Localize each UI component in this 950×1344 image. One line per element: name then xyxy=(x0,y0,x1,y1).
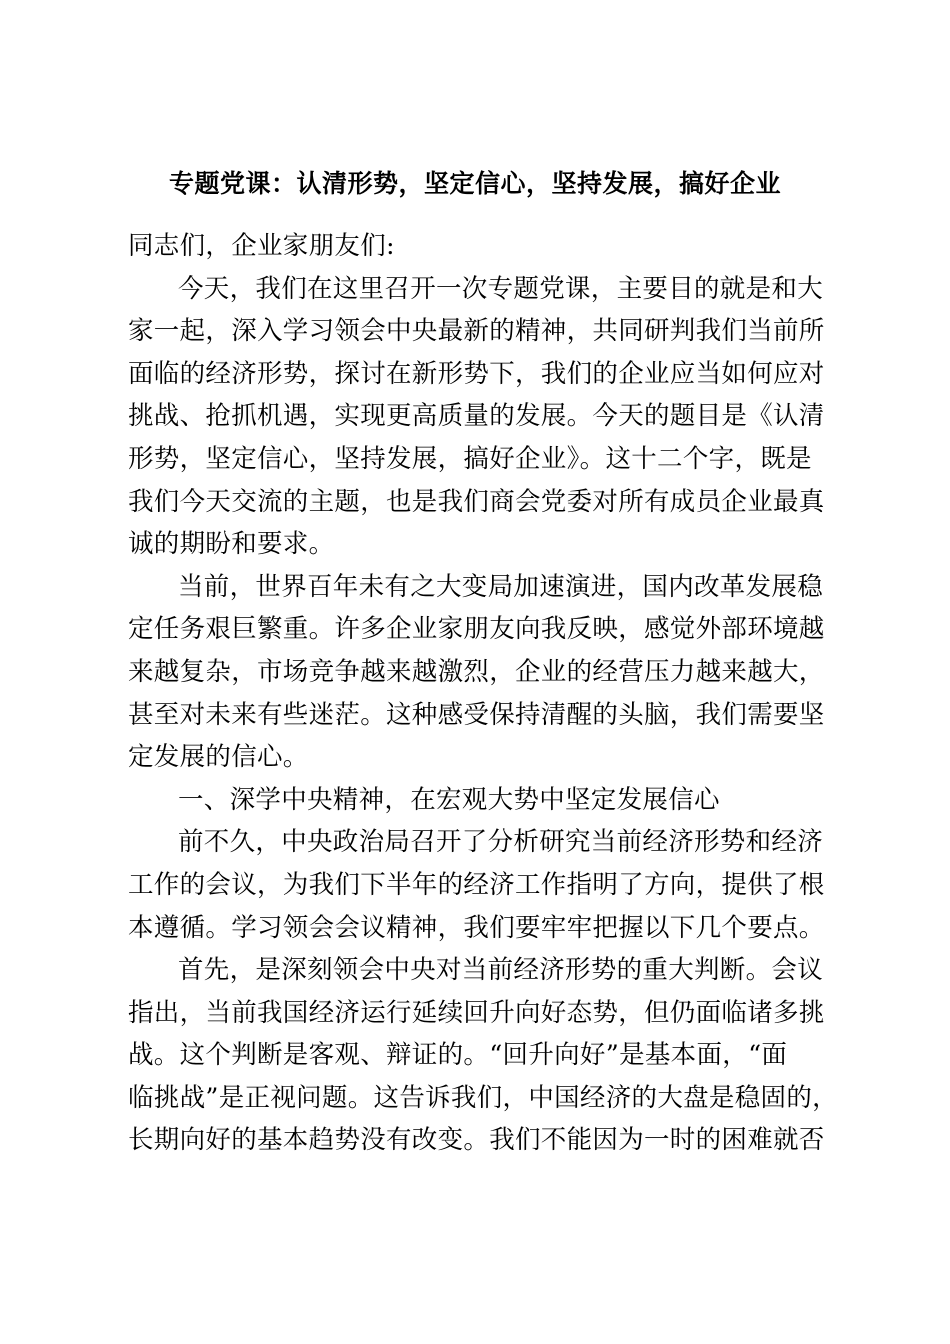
text-line: 甚至对未来有些迷茫。这种感受保持清醒的头脑，我们需要坚 xyxy=(128,699,825,730)
text-line: 临挑战”是正视问题。这告诉我们，中国经济的大盘是稳固的， xyxy=(128,1082,838,1113)
text-line: 定发展的信心。 xyxy=(128,742,309,773)
document-body xyxy=(128,225,838,1162)
text-line: 一、深学中央精神，在宏观大势中坚定发展信心 xyxy=(178,784,720,815)
text-line: 前不久，中央政治局召开了分析研究当前经济形势和经济 xyxy=(178,827,824,858)
text-line: 家一起，深入学习领会中央最新的精神，共同研判我们当前所 xyxy=(128,316,825,347)
text-line: 长期向好的基本趋势没有改变。我们不能因为一时的困难就否 xyxy=(128,1125,825,1156)
text-line: 我们今天交流的主题，也是我们商会党委对所有成员企业最真 xyxy=(128,486,825,517)
text-line: 今天，我们在这里召开一次专题党课，主要目的就是和大 xyxy=(178,273,824,304)
document-title: 专题党课：认清形势，坚定信心，坚持发展，搞好企业 xyxy=(168,169,781,198)
text-line: 本遵循。学习领会会议精神，我们要牢牢把握以下几个要点。 xyxy=(128,912,825,943)
text-line: 形势，坚定信心，坚持发展，搞好企业》。这十二个字，既是 xyxy=(128,443,812,474)
text-line: 定任务艰巨繁重。许多企业家朋友向我反映，感觉外部环境越 xyxy=(128,614,825,645)
text-line: 首先，是深刻领会中央对当前经济形势的重大判断。会议 xyxy=(178,955,824,986)
text-line: 工作的会议，为我们下半年的经济工作指明了方向，提供了根 xyxy=(128,869,825,900)
text-line: 面临的经济形势，探讨在新形势下，我们的企业应当如何应对 xyxy=(128,358,825,389)
text-line: 同志们，企业家朋友们: xyxy=(128,231,395,261)
text-line: 来越复杂，市场竞争越来越激烈，企业的经营压力越来越大， xyxy=(128,656,825,687)
text-line: 挑战、抢抓机遇，实现更高质量的发展。今天的题目是《认清 xyxy=(128,401,825,432)
text-line: 当前，世界百年未有之大变局加速演进，国内改革发展稳 xyxy=(178,571,824,602)
text-line: 诚的期盼和要求。 xyxy=(128,529,335,560)
text-line: 指出，当前我国经济运行延续回升向好态势，但仍面临诸多挑 xyxy=(128,997,825,1028)
text-line: 战。这个判断是客观、辩证的。“回升向好”是基本面，“面 xyxy=(128,1040,788,1071)
